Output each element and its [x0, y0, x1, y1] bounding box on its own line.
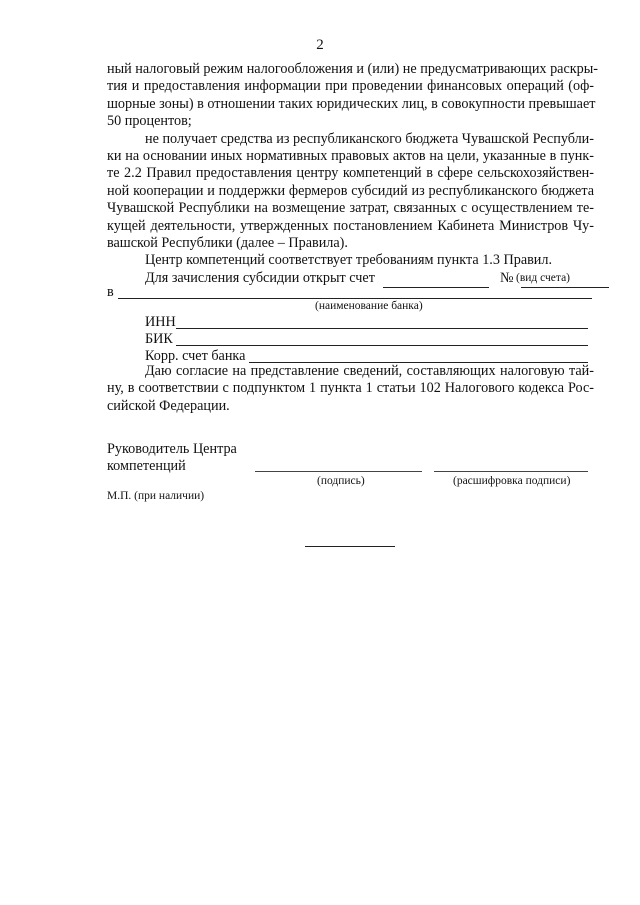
paragraph1-line: 50 процентов;	[107, 113, 192, 130]
bank-prefix: в	[107, 284, 114, 300]
paragraph2-line: те 2.2 Правил предоставления центру компетенций в сфере сельскохозяйствен-	[107, 165, 594, 182]
corr-account-field[interactable]	[249, 348, 588, 363]
signature-field[interactable]	[255, 471, 422, 472]
inn-label: ИНН	[145, 314, 176, 330]
paragraph2-line: вашской Республики (далее – Правила).	[107, 234, 348, 251]
paragraph1-line: тия и предоставления информации при проведении финансовых операций (оф-	[107, 78, 594, 95]
bik-field[interactable]	[176, 331, 588, 346]
signature-decode-field[interactable]	[434, 471, 588, 472]
consent-line: сийской Федерации.	[107, 397, 230, 414]
bik-label: БИК	[145, 331, 173, 347]
bank-caption: (наименование банка)	[315, 300, 423, 312]
signature-decode-caption: (расшифровка подписи)	[453, 475, 571, 487]
paragraph1-line: ный налоговый режим налогообложения и (или) не предусматривающих раскры-	[107, 61, 598, 77]
account-type-caption: (вид счета)	[516, 272, 571, 284]
bank-name-field[interactable]	[118, 284, 592, 299]
head-title-line1: Руководитель Центра	[107, 441, 237, 457]
page-number: 2	[316, 37, 324, 53]
inn-field[interactable]	[176, 314, 588, 329]
consent-line: Даю согласие на представление сведений, составляющих налоговую тай-	[145, 363, 594, 379]
paragraph2-line: ки на основании иных нормативных правовых актов на цели, указанные в пунк-	[107, 147, 594, 164]
number-sign: №	[500, 269, 514, 286]
compliance-statement: Центр компетенций соответствует требованиям пункта 1.3 Правил.	[145, 252, 553, 269]
consent-line: ну, в соответствии с подпунктом 1 пункта 1 статьи 102 Налогового кодекса Рос-	[107, 380, 594, 397]
document-body	[107, 61, 598, 287]
closing-divider	[305, 546, 395, 547]
paragraph2-line: ной кооперации и поддержки фермеров субсидий из республиканского бюджета	[107, 182, 594, 199]
head-title-line2: компетенций	[107, 458, 186, 474]
signature-caption: (подпись)	[317, 475, 365, 487]
paragraph2-line: кущей деятельности, утвержденных постановлением Кабинета Министров Чу-	[107, 217, 594, 234]
paragraph2-line: Чувашской Республики на возмещение затрат, связанных с осуществлением те-	[107, 200, 594, 217]
account-label: Для зачисления субсидии открыт счет	[145, 269, 375, 286]
paragraph2-line: не получает средства из республиканского бюджета Чувашской Республи-	[145, 130, 594, 147]
paragraph1-line: шорные зоны) в отношении таких юридических лиц, в совокупности превышает	[107, 95, 596, 112]
corr-account-label: Корр. счет банка	[145, 348, 246, 364]
consent-paragraph	[107, 363, 594, 415]
seal-note: М.П. (при наличии)	[107, 490, 205, 502]
